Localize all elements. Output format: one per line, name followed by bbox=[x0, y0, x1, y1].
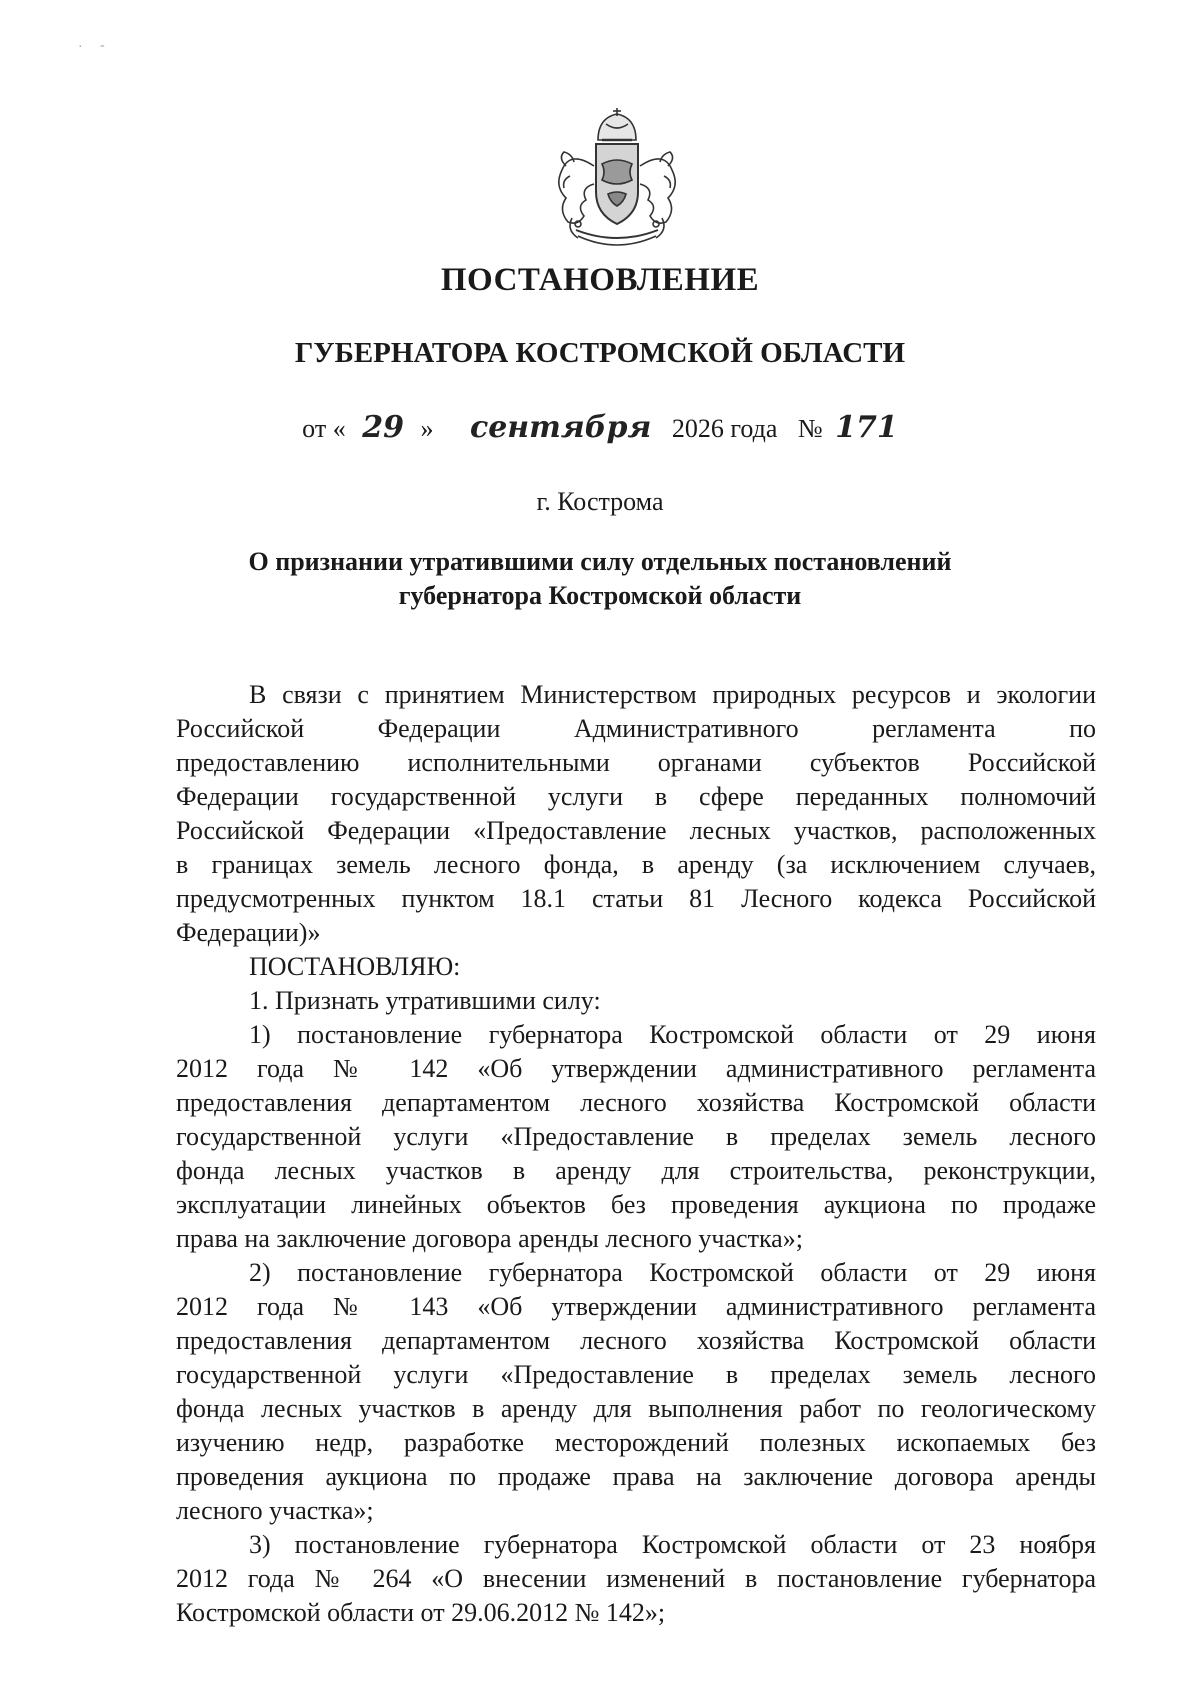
item-1-line: 2012 года № 142 «Об утверждении административного регламента bbox=[176, 1054, 1096, 1083]
item-2-line: 2012 года № 143 «Об утверждении административного регламента bbox=[176, 1292, 1096, 1321]
item-2-line: фонда лесных участков в аренду для выполнения работ по геологическому bbox=[176, 1394, 1096, 1423]
item-3-line: 2012 года № 264 «О внесении изменений в постановление губернатора bbox=[176, 1564, 1096, 1593]
body-line: предоставлению исполнительными органами субъектов Российской bbox=[176, 748, 1096, 777]
clause-1: 1. Признать утратившими силу: bbox=[249, 986, 601, 1015]
item-2-line: проведения аукциона по продаже права на заключение договора аренды bbox=[176, 1462, 1096, 1491]
date-year: 2026 года bbox=[671, 414, 778, 443]
date-close: » bbox=[420, 414, 434, 443]
date-line bbox=[0, 410, 1200, 445]
issuing-authority: ГУБЕРНАТОРА КОСТРОМСКОЙ ОБЛАСТИ bbox=[294, 337, 906, 369]
document-number: 171 bbox=[835, 410, 898, 445]
item-2-line: лесного участка»; bbox=[176, 1496, 374, 1525]
item-1-line: фонда лесных участков в аренду для строительства, реконструкции, bbox=[176, 1156, 1096, 1185]
item-3-line: Костромской области от 29.06.2012 № 142»; bbox=[176, 1598, 666, 1627]
item-2-line: 2) постановление губернатора Костромской области от 29 июня bbox=[249, 1258, 1096, 1287]
date-day: 29 bbox=[362, 410, 404, 445]
decree-word: ПОСТАНОВЛЯЮ: bbox=[249, 952, 461, 981]
item-2-line: предоставления департаментом лесного хозяйства Костромской области bbox=[176, 1326, 1096, 1355]
item-1-line: государственной услуги «Предоставление в пределах земель лесного bbox=[176, 1122, 1096, 1151]
subject-line: губернатора Костромской области bbox=[398, 581, 802, 610]
body-line: Российской Федерации Административного регламента по bbox=[176, 714, 1096, 743]
body-line: Федерации)» bbox=[176, 918, 321, 947]
body-line: Российской Федерации «Предоставление лесных участков, расположенных bbox=[176, 816, 1096, 845]
item-2-line: государственной услуги «Предоставление в пределах земель лесного bbox=[176, 1360, 1096, 1389]
item-1-line: эксплуатации линейных объектов без проведения аукциона по продаже bbox=[176, 1190, 1096, 1219]
document-body bbox=[176, 678, 1096, 1630]
item-3-line: 3) постановление губернатора Костромской области от 23 ноября bbox=[249, 1530, 1096, 1559]
body-line: предусмотренных пунктом 18.1 статьи 81 Лесного кодекса Российской bbox=[176, 884, 1096, 913]
item-1-line: предоставления департаментом лесного хозяйства Костромской области bbox=[176, 1088, 1096, 1117]
body-line: В связи с принятием Министерством природных ресурсов и экологии bbox=[249, 680, 1096, 709]
item-2-line: изучению недр, разработке месторождений полезных ископаемых без bbox=[176, 1428, 1096, 1457]
subject-line: О признании утратившими силу отдельных постановлений bbox=[248, 547, 952, 576]
document-subject bbox=[0, 545, 1200, 613]
date-month: сентября bbox=[469, 410, 652, 445]
number-label: № bbox=[797, 414, 823, 443]
body-line: Федерации государственной услуги в сфере переданных полномочий bbox=[176, 782, 1096, 811]
scan-speck: · bbox=[78, 40, 83, 55]
item-1-line: 1) постановление губернатора Костромской области от 29 июня bbox=[249, 1020, 1096, 1049]
city: г. Кострома bbox=[536, 487, 664, 516]
scan-speck: - bbox=[100, 38, 105, 53]
date-prefix: от « bbox=[302, 414, 346, 443]
document-title: ПОСТАНОВЛЕНИЕ bbox=[440, 262, 760, 298]
body-line: в границах земель лесного фонда, в аренду (за исключением случаев, bbox=[176, 850, 1096, 879]
kostroma-coat-of-arms-icon bbox=[548, 106, 686, 254]
item-1-line: права на заключение договора аренды лесного участка»; bbox=[176, 1224, 803, 1253]
